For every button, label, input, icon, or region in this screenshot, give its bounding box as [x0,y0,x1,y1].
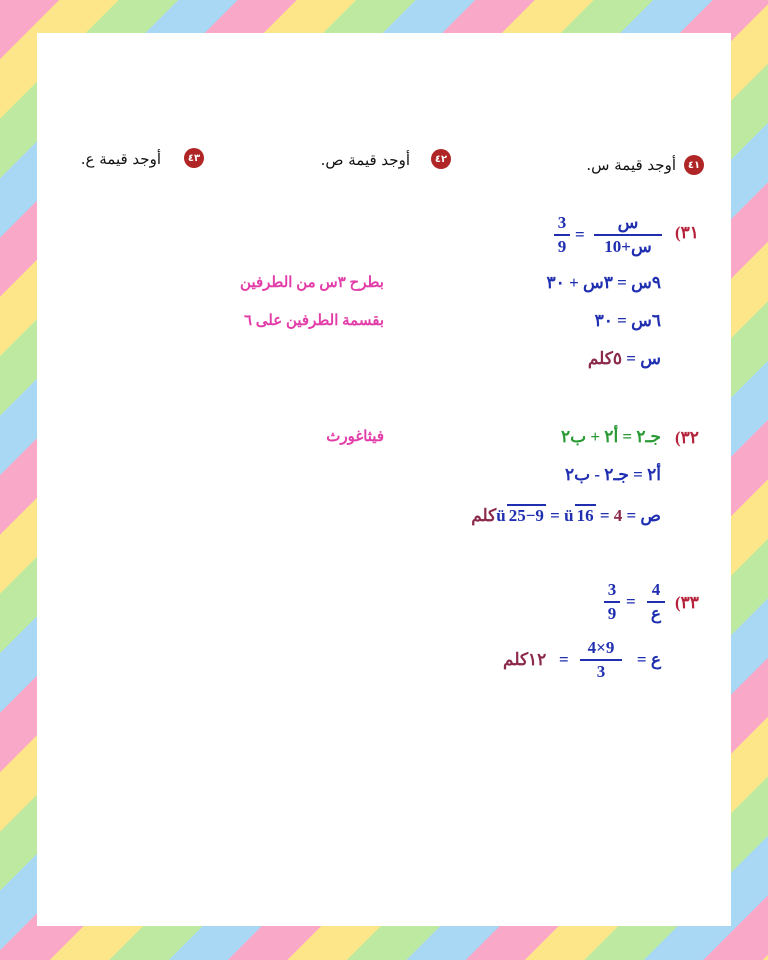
badge-number: ٤٣ [187,152,201,164]
fraction-4-over-ayn [647,580,665,624]
pythagoras-note: فيثاغورث [326,429,384,445]
question-badge-41 [684,155,704,175]
equals-sign: = [575,225,585,244]
solution-31-step2-note: بقسمة الطرفين على ٦ [243,313,384,329]
fraction-denominator: 9 [607,604,617,623]
solution-31-result [588,349,661,369]
fraction-bar [554,234,570,236]
fraction-denominator: س+10 [604,237,652,256]
solution-33-result-variable: ع = [636,650,661,669]
solution-32-label: ٣٢) [675,428,699,447]
fraction-bar [604,601,620,603]
fraction-denominator: 9 [557,237,567,256]
fraction-4x9-over-3 [580,638,622,682]
fraction-bar [594,234,662,236]
question-badge-42 [431,149,451,169]
solution-31-step1-note: بطرح ٣س من الطرفين [240,275,384,291]
badge-number: ٤١ [687,159,701,171]
question-42-text: أوجد قيمة ص. [320,151,410,169]
fraction-bar [647,601,665,603]
fraction-3-over-9 [554,213,570,257]
fraction-3-over-9 [604,580,620,624]
result-variable: ص = [626,506,661,525]
fraction-numerator: 4 [651,580,661,599]
badge-number: ٤٢ [434,153,448,165]
worksheet-card [37,33,731,926]
result-value: ٥كلم [587,349,623,368]
question-43-text: أوجد قيمة ع. [80,150,161,168]
pythagoras-formula: جـ٢ = أ٢ + ب٢ [560,427,661,446]
solution-33-label: ٣٣) [675,593,699,612]
solution-32-step1: أ٢ = جـ٢ - ب٢ [564,465,661,484]
question-41-text: أوجد قيمة س. [586,156,676,174]
equals-sign: = [599,506,610,525]
fraction-numerator: 4×9 [587,638,615,657]
solution-31-step1: ٩س = ٣س + ٣٠ [546,273,661,292]
square-root-16: 16 [576,506,594,525]
solution-31-step2: ٦س = ٣٠ [594,311,661,330]
fraction-denominator: ع [650,604,662,623]
equals-sign: = [559,650,569,669]
fraction-bar [580,659,622,661]
solution-32-result [471,504,661,526]
solution-31-label: ٣١) [675,223,699,242]
fraction-numerator: 3 [607,580,617,599]
fraction-x-over-x-plus-10 [594,213,662,257]
result-value: ١٢كلم [503,650,547,669]
result-value: 4كلم [471,506,623,525]
question-badge-43 [184,148,204,168]
equals-sign: = [550,506,560,525]
equals-sign: = [626,592,636,611]
root-symbol: ü [564,506,574,525]
square-root-25-minus-9: 25−9 [508,506,544,525]
result-variable: س = [626,349,661,368]
fraction-numerator: 3 [557,213,567,232]
fraction-numerator: س [617,213,639,232]
fraction-denominator: 3 [596,662,606,681]
root-symbol: ü [496,506,506,525]
